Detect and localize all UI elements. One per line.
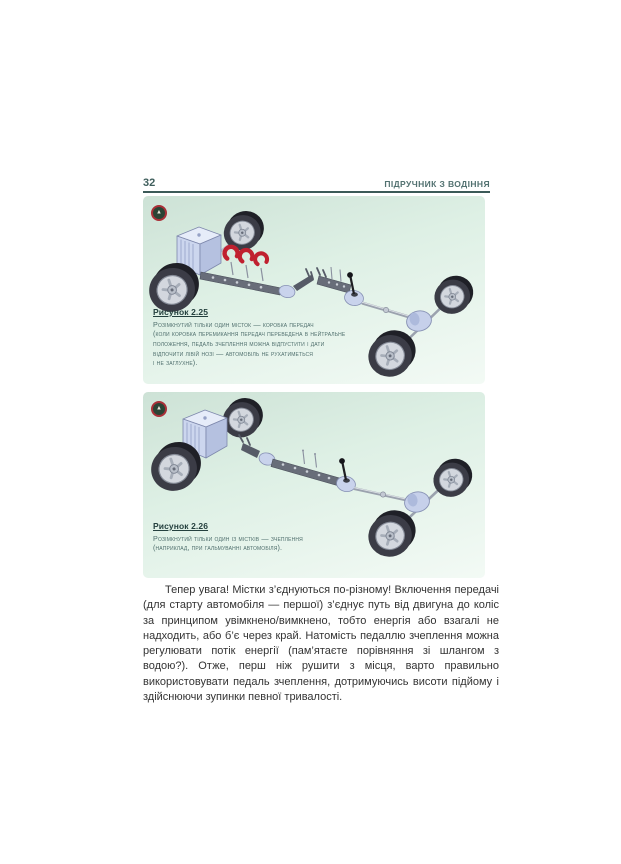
page-header [143, 173, 490, 193]
publisher-logo-icon [151, 205, 167, 221]
caption-line: (наприклад, при гальмуванні автомобіля). [153, 543, 283, 553]
figure-panel-2-26 [143, 392, 485, 578]
gearbox-gap-brackets [293, 267, 351, 293]
figure-label: Рисунок 2.26 [153, 521, 209, 531]
caption-line: положення, педаль зчеплення можна відпустити і дати [153, 338, 325, 348]
caption-line: (коли коробка перемикання передач переведена в нейтральне [153, 329, 346, 339]
frame-rail-front [200, 272, 281, 295]
figure-caption [153, 307, 393, 368]
figure-label: Рисунок 2.25 [153, 307, 209, 317]
caption-line: відпочити лівій нозі — автомобіль не рухатиметься [153, 348, 314, 358]
body-paragraph: Тепер увага! Містки з’єднуються по-різному! Включення передачі (для старту автомобіля — першої) з’єднує путь від двигуна до коліс за принципом увімкнено/вимкнено, тобто енергія або взагалі не надходить, або б’є через край. Натомість педаллю зчеплення можна регулювати потік енергії (пам’ятаєте порівняння зі шлангом з водою?). Отже, перш ніж рушити з місця, варто правильно використовувати педаль зчеплення, дотримуючись висоти підйому і здійснюючи зупинки певної тривалості. [143, 584, 499, 704]
differential [405, 309, 434, 334]
red-rotation-arrows-icon [223, 245, 268, 264]
differential [403, 490, 432, 515]
caption-line: і не заглухне). [153, 358, 198, 368]
caption-line: Розімкнутий тільки один із містків — зчеплення [153, 533, 303, 543]
logo-glyph: ▲ [156, 405, 162, 412]
drive-shaft [354, 488, 409, 501]
clutch-gap-bracket [239, 435, 260, 458]
frame-rail [271, 450, 341, 487]
page-number: 32 [143, 177, 156, 189]
figure-caption [153, 521, 393, 553]
figure-panel-2-25 [143, 196, 485, 384]
header-title: ПІДРУЧНИК З ВОДІННЯ [384, 179, 490, 189]
publisher-logo-icon [151, 401, 167, 417]
caption-line: Розімкнутий тільки один місток — коробка передач [153, 319, 314, 329]
logo-glyph: ▲ [156, 209, 162, 216]
